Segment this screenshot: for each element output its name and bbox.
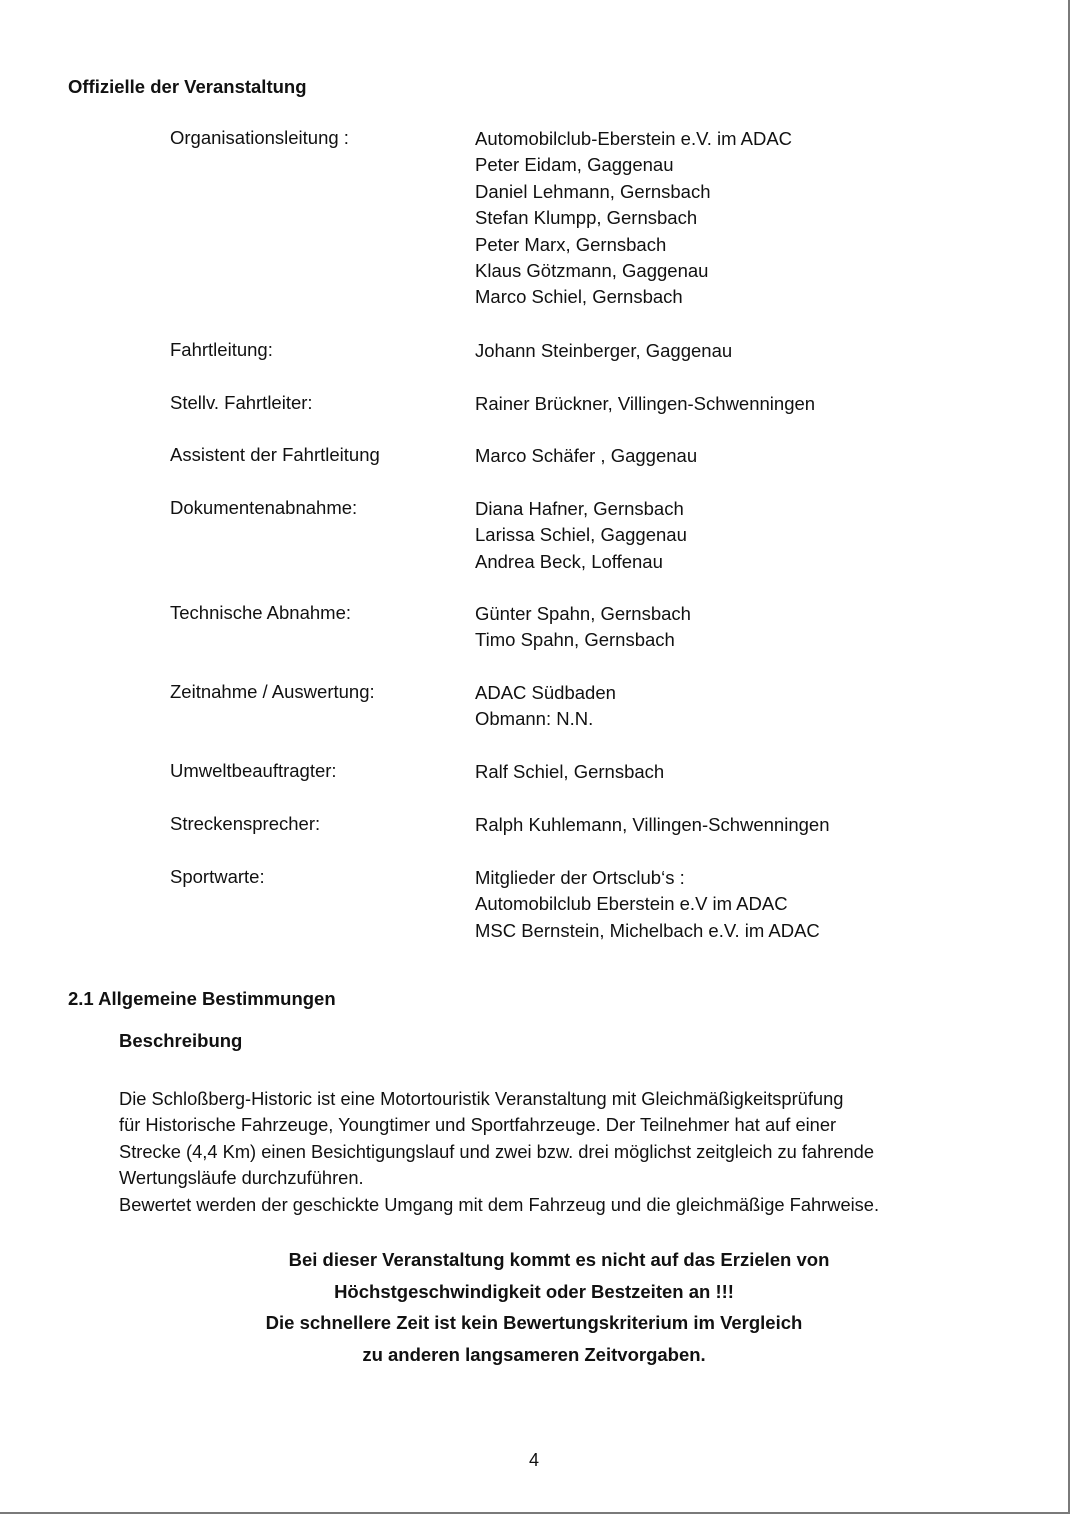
officials-heading: Offizielle der Veranstaltung (68, 76, 307, 97)
notice-line: Höchstgeschwindigkeit oder Bestzeiten an !!! (334, 1280, 734, 1302)
official-values-organisation (475, 126, 792, 311)
official-value: Automobilclub Eberstein e.V im ADAC (475, 893, 788, 915)
notice-line: Die schnellere Zeit ist kein Bewertungskriterium im Vergleich (265, 1312, 803, 1333)
official-values-streckensprecher (475, 812, 829, 838)
page-number: 4 (528, 1450, 539, 1470)
paragraph-line: für Historische Fahrzeuge, Youngtimer und Sportfahrzeuge. Der Teilnehmer hat auf einer (119, 1114, 837, 1136)
official-label-streckensprecher: Streckensprecher: (170, 813, 321, 834)
official-value: Peter Marx, Gernsbach (475, 233, 667, 255)
official-values-stellv-fahrtleiter (475, 391, 815, 417)
official-value: Ralf Schiel, Gernsbach (475, 761, 665, 782)
official-value: Automobilclub-Eberstein e.V. im ADAC (475, 128, 793, 149)
official-value: Andrea Beck, Loffenau (475, 550, 663, 572)
official-values-umweltbeauftragter (475, 759, 664, 785)
official-label-stellv-fahrtleiter: Stellv. Fahrtleiter: (170, 392, 313, 413)
official-label-sportwarte: Sportwarte: (170, 866, 265, 887)
official-value: Johann Steinberger, Gaggenau (475, 340, 733, 361)
official-values-dokumentenabnahme (475, 496, 687, 575)
official-value: Marco Schäfer , Gaggenau (475, 445, 698, 466)
official-label-assistent: Assistent der Fahrtleitung (170, 444, 380, 465)
official-value: Ralph Kuhlemann, Villingen-Schwenningen (475, 814, 830, 835)
notice-line: Bei dieser Veranstaltung kommt es nicht auf das Erzielen von (288, 1249, 830, 1270)
official-label-zeitnahme: Zeitnahme / Auswertung: (170, 681, 375, 702)
official-value: Obmann: N.N. (475, 708, 594, 730)
official-label-technische-abnahme: Technische Abnahme: (170, 602, 352, 623)
notice-block (0, 1244, 1068, 1370)
official-value: Diana Hafner, Gernsbach (475, 498, 684, 519)
official-value: Günter Spahn, Gernsbach (475, 603, 691, 624)
official-value: Marco Schiel, Gernsbach (475, 286, 683, 308)
official-value: ADAC Südbaden (475, 682, 616, 703)
section-title: 2.1 Allgemeine Bestimmungen (68, 988, 336, 1009)
description-paragraph (119, 1086, 879, 1218)
official-value: Mitglieder der Ortsclub‘s : (475, 867, 685, 888)
official-values-zeitnahme (475, 680, 616, 733)
official-value: MSC Bernstein, Michelbach e.V. im ADAC (475, 919, 820, 941)
official-label-fahrtleitung: Fahrtleitung: (170, 339, 273, 360)
official-label-umweltbeauftragter: Umweltbeauftragter: (170, 760, 337, 781)
official-value: Klaus Götzmann, Gaggenau (475, 259, 709, 281)
official-value: Daniel Lehmann, Gernsbach (475, 180, 711, 202)
section-subtitle: Beschreibung (119, 1030, 243, 1051)
paragraph-line: Die Schloßberg-Historic ist eine Motortouristik Veranstaltung mit Gleichmäßigkeitsprüfung (119, 1088, 844, 1109)
official-value: Rainer Brückner, Villingen-Schwenningen (475, 393, 816, 414)
paragraph-line: Wertungsläufe durchzuführen. (119, 1167, 364, 1189)
official-label-dokumentenabnahme: Dokumentenabnahme: (170, 497, 358, 518)
official-values-technische-abnahme (475, 601, 691, 654)
official-values-fahrtleitung (475, 338, 732, 364)
notice-line: zu anderen langsameren Zeitvorgaben. (362, 1343, 706, 1365)
official-value: Stefan Klumpp, Gernsbach (475, 207, 698, 229)
official-value: Timo Spahn, Gernsbach (475, 629, 675, 651)
paragraph-line: Bewertet werden der geschickte Umgang mit dem Fahrzeug und die gleichmäßige Fahrweise. (119, 1193, 880, 1215)
paragraph-line: Strecke (4,4 Km) einen Besichtigungslauf und zwei bzw. drei möglichst zeitgleich zu fahrende (119, 1140, 875, 1162)
official-values-assistent (475, 443, 697, 469)
official-value: Larissa Schiel, Gaggenau (475, 524, 687, 546)
official-label-organisation: Organisationsleitung : (170, 127, 349, 148)
official-value: Peter Eidam, Gaggenau (475, 154, 674, 176)
official-values-sportwarte (475, 865, 820, 944)
